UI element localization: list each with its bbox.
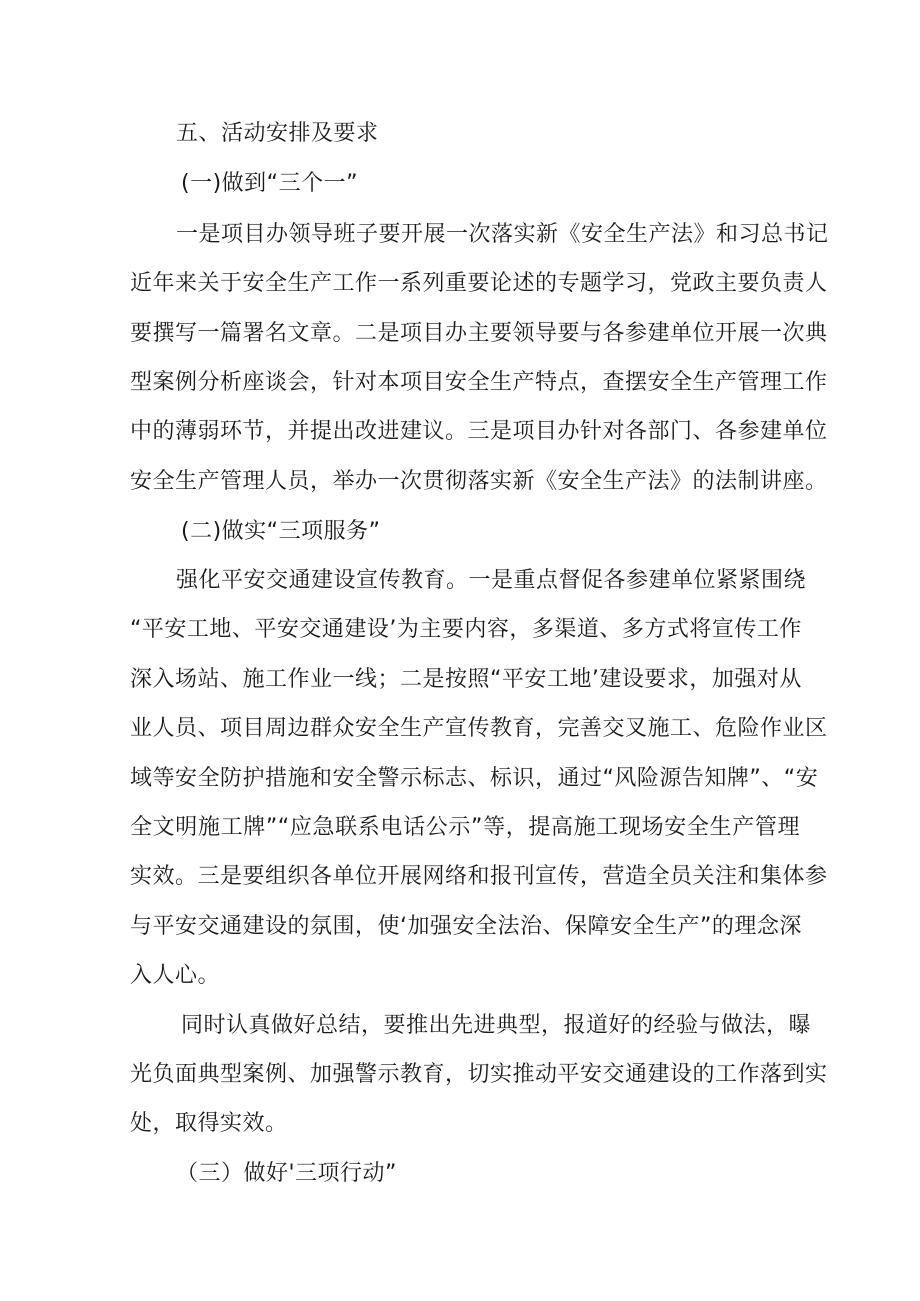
paragraph-line: 实效。三是要组织各单位开展网络和报刊宣传，营造全员关注和集体参 xyxy=(130,864,828,889)
subsection-heading-3: （三）做好'三项行动” xyxy=(176,1161,397,1186)
paragraph-line: 全文明施工牌”“应急联系电话公示”等，提高施工现场安全生产管理 xyxy=(130,815,800,840)
subsection-heading-2: (二)做实“三项服务” xyxy=(181,519,381,544)
paragraph-line: 中的薄弱环节，并提出改进建议。三是项目办针对各部门、各参建单位 xyxy=(130,419,828,444)
paragraph-line: 要撰写一篇署名文章。二是项目办主要领导要与各参建单位开展一次典 xyxy=(130,321,828,346)
paragraph-line: 近年来关于安全生产工作一系列重要论述的专题学习，党政主要负责人 xyxy=(130,271,828,296)
paragraph-line: 光负面典型案例、加强警示教育，切实推动平安交通建设的工作落到实 xyxy=(130,1062,828,1087)
paragraph-line: 域等安全防护措施和安全警示标志、标识，通过“风险源告知牌”、“安 xyxy=(130,766,819,791)
paragraph-line: 安全生产管理人员，举办一次贯彻落实新《安全生产法》的法制讲座。 xyxy=(130,469,828,494)
subsection-heading-1: (一)做到“三个一” xyxy=(181,171,358,196)
paragraph-line: 业人员、项目周边群众安全生产宣传教育，完善交叉施工、危险作业区 xyxy=(130,716,828,741)
section-heading: 五、活动安排及要求 xyxy=(176,121,379,146)
paragraph-line: 强化平安交通建设宣传教育。一是重点督促各参建单位紧紧围绕 xyxy=(176,568,807,593)
paragraph-line: 型案例分析座谈会，针对本项目安全生产特点，查摆安全生产管理工作 xyxy=(130,370,828,395)
paragraph-line: 深入场站、施工作业一线；二是按照“平安工地’建设要求，加强对从 xyxy=(130,667,802,692)
paragraph-line: 与平安交通建设的氛围，使‘加强安全法治、保障安全生产”的理念深 xyxy=(130,914,802,939)
paragraph-line: 处，取得实效。 xyxy=(130,1111,288,1136)
paragraph-line: 入人心。 xyxy=(130,963,221,988)
paragraph-line: “平安工地、平安交通建设’为主要内容，多渠道、多方式将宣传工作 xyxy=(130,617,802,642)
paragraph-line: 一是项目办领导班子要开展一次落实新《安全生产法》和习总书记 xyxy=(176,222,829,247)
paragraph-line: 同时认真做好总结，要推出先进典型，报道好的经验与做法，曝 xyxy=(181,1013,812,1038)
